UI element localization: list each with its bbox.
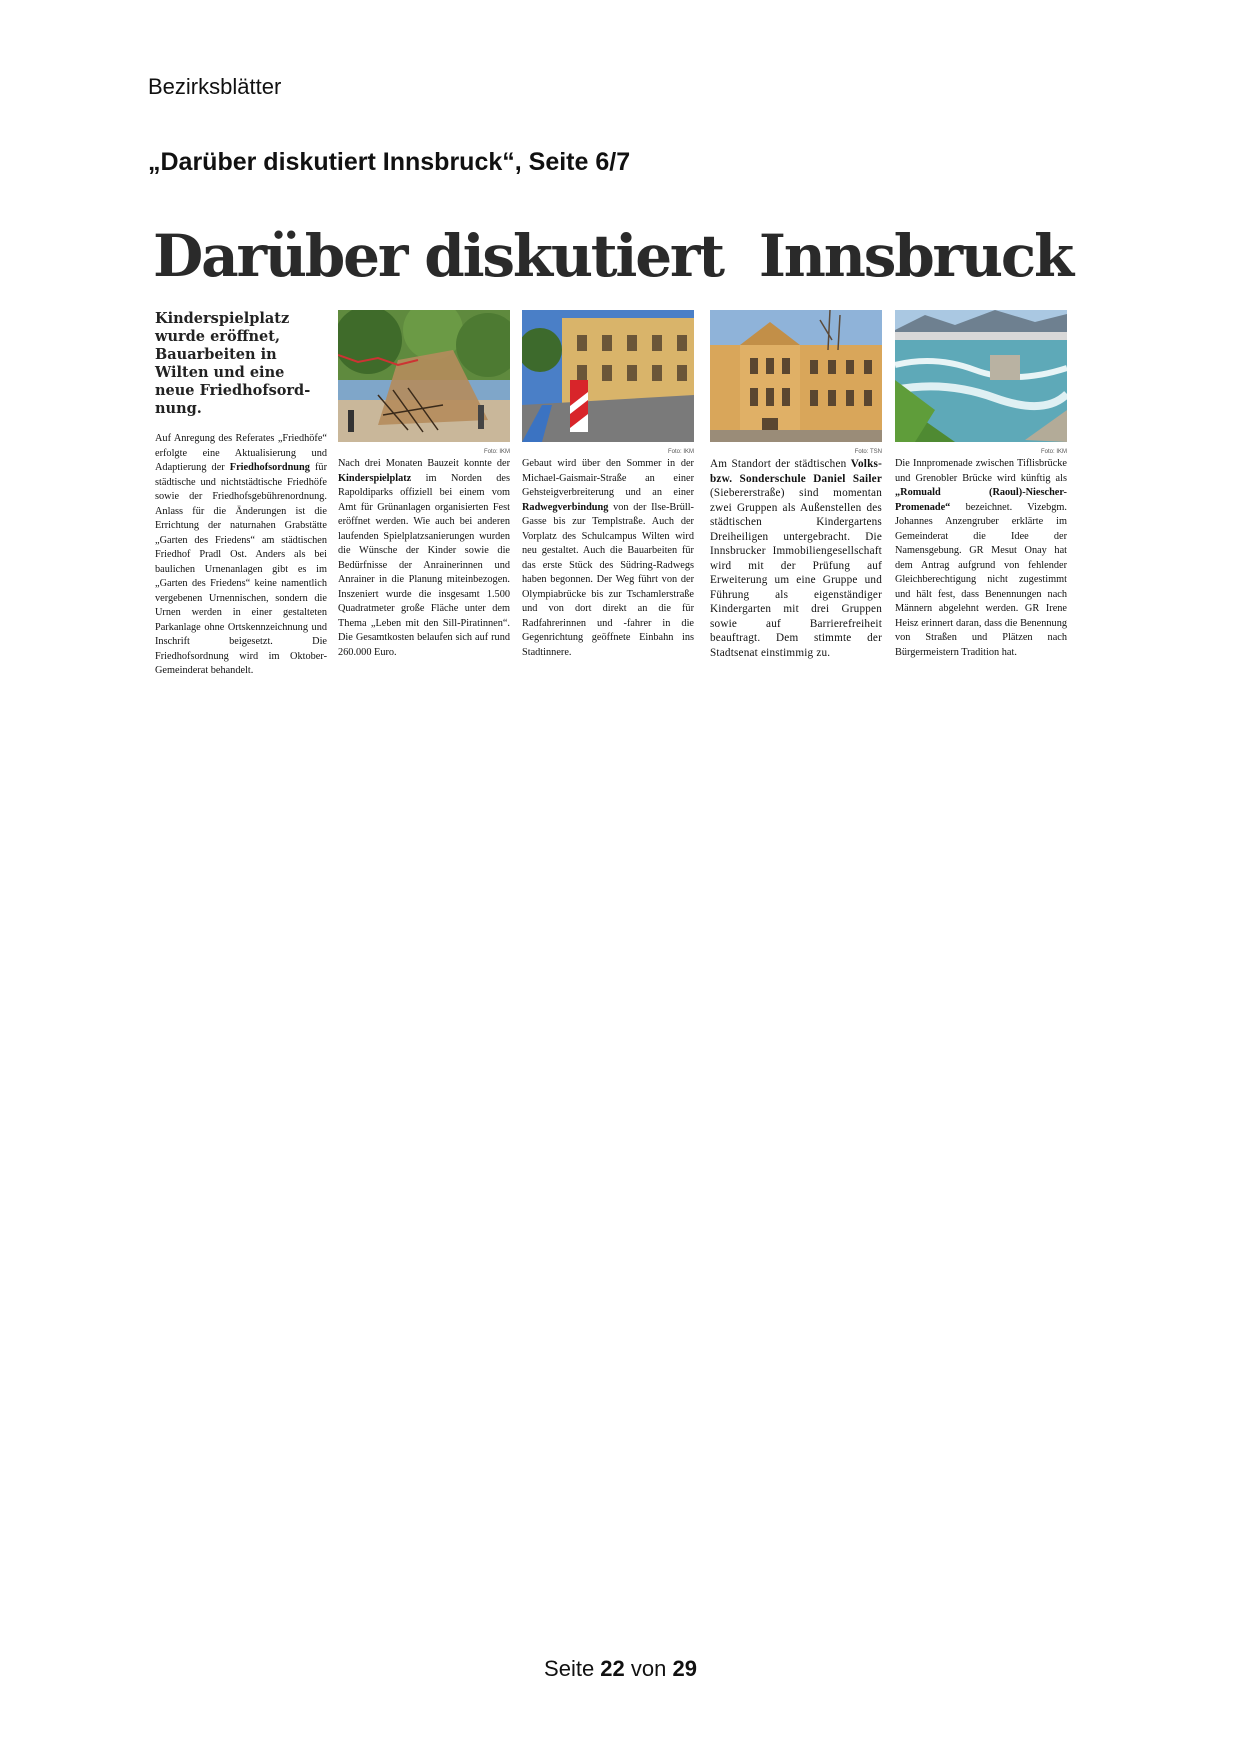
article-text-3: Gebaut wird über den Sommer in der Michael-Gaismair-Straße an einer Gehsteigverbreiterung und an einer Radwegverbindung von der Ilse-Brüll-Gasse bis zur Templstraße. Auch der Vorplatz des Schulcampus Wilten wird neu gestaltet. Auch die Bauarbeiten für das erste Stück des Südring-Radwegs haben begonnen. Der Weg führt von der Olympiabrücke bis zur Tschamlerstraße und von dort direkt an die für Radfahrerinnen und -fahrer in die Gegenrichtung geöffnete Einbahn ins Stadtinnere. (522, 458, 694, 658)
photo-credit: Foto: TSN (854, 449, 882, 455)
column-kinderspielplatz (338, 310, 510, 660)
article-text-1: Auf Anregung des Referates „Friedhöfe“ erfolgte eine Aktualisierung und Adaptierung der Friedhofsordnung für städtische und nichtstädtische Friedhöfe sowie der Friedhofsgebührenordnung. Anlass für die Änderungen ist die Errichtung der naturnahen Grabstätte „Garten des Friedens“ am städtischen Friedhof Pradl Ost. Anders als bei baulichen Urnenanlagen gibt es im „Garten des Friedens“ keine namentlich vergebenen Urnennischen, sondern die Urnen werden in einer gestalteten Parkanlage ohne Ortskennzeichnung und Inschrift beigesetzt. Die Friedhofsordnung wird im Oktober-Gemeinderat behandelt. (155, 433, 327, 676)
page-number: Seite 22 von 29 (544, 1656, 697, 1681)
street-construction-photo (522, 310, 694, 442)
river-promenade-photo (895, 310, 1067, 442)
column-radweg (522, 310, 694, 660)
article-text-4: Am Standort der städtischen Volks- bzw. Sonderschule Daniel Sailer (Siebererstraße) sind momentan zwei Gruppen als Außenstellen des städtischen Kindergartens Dreiheiligen untergebracht. Die Innsbrucker Immobiliengesellschaft wird mit der Prüfung auf Erweiterung um eine Gruppe und Führung als eigenständiger Kindergarten mit drei Gruppen sowie auf Barrierefreiheit beauftragt. Dem stimmte der Stadtsenat einstimmig zu. (710, 458, 882, 659)
publication-source: Bezirksblätter (148, 74, 282, 99)
photo-credit: Foto: IKM (667, 449, 694, 455)
photo-credit: Foto: IKM (483, 449, 510, 455)
article-reference: „Darüber diskutiert Innsbruck“, Seite 6/7 (148, 148, 631, 176)
article-lede: Kinderspielplatz wurde eröffnet, Bauarbeiten in Wilten und eine neue Friedhofsord-nung. (155, 310, 311, 417)
school-building-photo (710, 310, 882, 442)
article-headline: Darüber diskutiert Innsbruck (153, 222, 1072, 290)
article-text-5: Die Innpromenade zwischen Tiflisbrücke und Grenobler Brücke wird künftig als „Romuald (Raoul)-Niescher-Promenade“ bezeichnet. Vizebgm. Johannes Anzengruber erklärte im Gemeinderat die Idee der Namensgebung. GR Mesut Onay hat dem Antrag aufgrund von fehlender Gleichberechtigung nicht zugestimmt und hält fest, dass Benennungen nach Männern abgelehnt werden. GR Irene Heisz erinnert daran, dass die Benennung von Straßen und Plätzen nach Bürgermeistern Tradition hat. (895, 458, 1067, 658)
column-innpromenade (895, 310, 1067, 660)
article-text-2: Nach drei Monaten Bauzeit konnte der Kinderspielplatz im Norden des Rapoldiparks offiziell bei einem vom Amt für Grünanlagen organisierten Fest eröffnet werden. Wie auch bei anderen laufenden Spielplatzsanierungen wurden die Wünsche der Kinder sowie die Bedürfnisse der Anrainerinnen und Anrainer in die Planung miteinbezogen. Inszeniert wurde die insgesamt 1.500 Quadratmeter große Fläche unter dem Thema „Leben mit den Sill-Piratinnen“. Die Gesamtkosten belaufen sich auf rund 260.000 Euro. (338, 458, 510, 658)
photo-credit: Foto: IKM (1040, 449, 1067, 455)
column-friedhofsordnung (155, 310, 327, 679)
playground-photo (338, 310, 510, 442)
column-kindergarten (710, 310, 882, 660)
